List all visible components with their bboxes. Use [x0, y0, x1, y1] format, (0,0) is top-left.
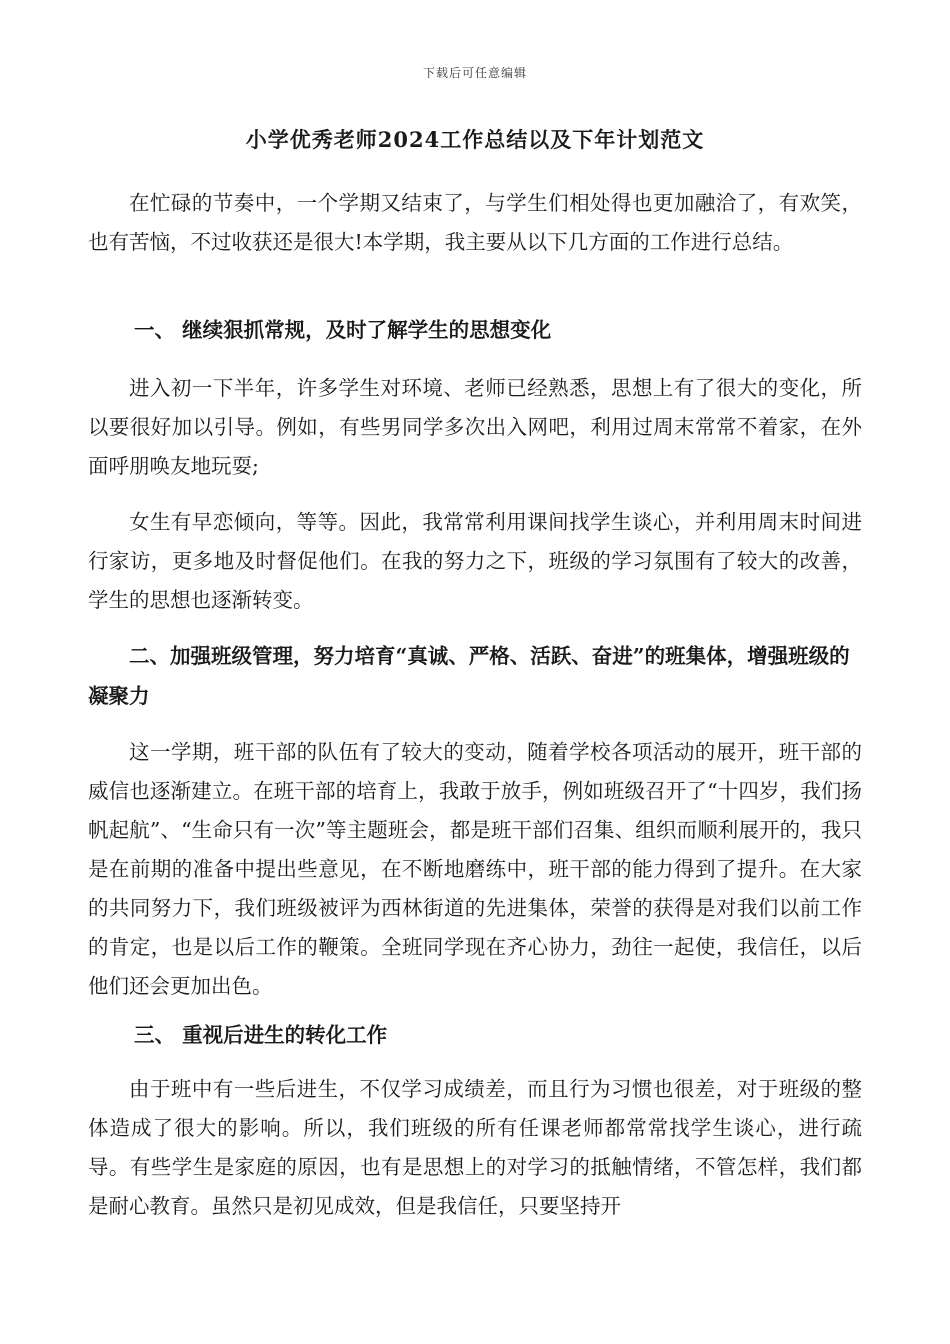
paragraph-section-1-b: 女生有早恋倾向，等等。因此，我常常利用课间找学生谈心，并利用周末时间进行家访，更多地及时督促他们。在我的努力之下，班级的学习氛围有了较大的改善，学生的思想也逐渐转变。: [88, 510, 862, 612]
paragraph-section-3: 由于班中有一些后进生，不仅学习成绩差，而且行为习惯也很差，对于班级的整体造成了很大的影响。所以，我们班级的所有任课老师都常常找学生谈心，进行疏导。有些学生是家庭的原因，也有是思想上的对学习的抵触情绪，不管怎样，我们都是耐心教育。虽然只是初见成效，但是我信任，只要坚持开: [88, 1077, 862, 1218]
paragraph-intro: 在忙碌的节奏中，一个学期又结束了，与学生们相处得也更加融洽了，有欢笑，也有苦恼，不过收获还是很大!本学期，我主要从以下几方面的工作进行总结。: [88, 191, 862, 254]
section-heading-2: 二、加强班级管理，努力培育“真诚、严格、活跃、奋进”的班集体，增强班级的凝聚力: [88, 644, 850, 708]
section-heading-1: 一、 继续狠抓常规，及时了解学生的思想变化: [134, 318, 552, 342]
paragraph-section-2: 这一学期，班干部的队伍有了较大的变动，随着学校各项活动的展开，班干部的威信也逐渐建立。在班干部的培育上，我敢于放手，例如班级召开了“十四岁，我们扬帆起航”、“生命只有一次”等主题班会，都是班干部们召集、组织而顺利展开的，我只是在前期的准备中提出些意见，在不断地磨练中，班干部的能力得到了提升。在大家的共同努力下，我们班级被评为西林街道的先进集体，荣誉的获得是对我们以前工作的肯定，也是以后工作的鞭策。全班同学现在齐心协力，劲往一起使，我信任，以后他们还会更加出色。: [88, 740, 862, 998]
page-header: 下载后可任意编辑: [422, 66, 527, 80]
paragraph-section-1-a: 进入初一下半年，许多学生对环境、老师已经熟悉，思想上有了很大的变化，所以要很好加以引导。例如，有些男同学多次出入网吧，利用过周末常常不着家，在外面呼朋唤友地玩耍;: [88, 376, 862, 478]
section-heading-3: 三、 重视后进生的转化工作: [134, 1023, 388, 1047]
document-title: 小学优秀老师2024工作总结以及下年计划范文: [245, 127, 705, 152]
